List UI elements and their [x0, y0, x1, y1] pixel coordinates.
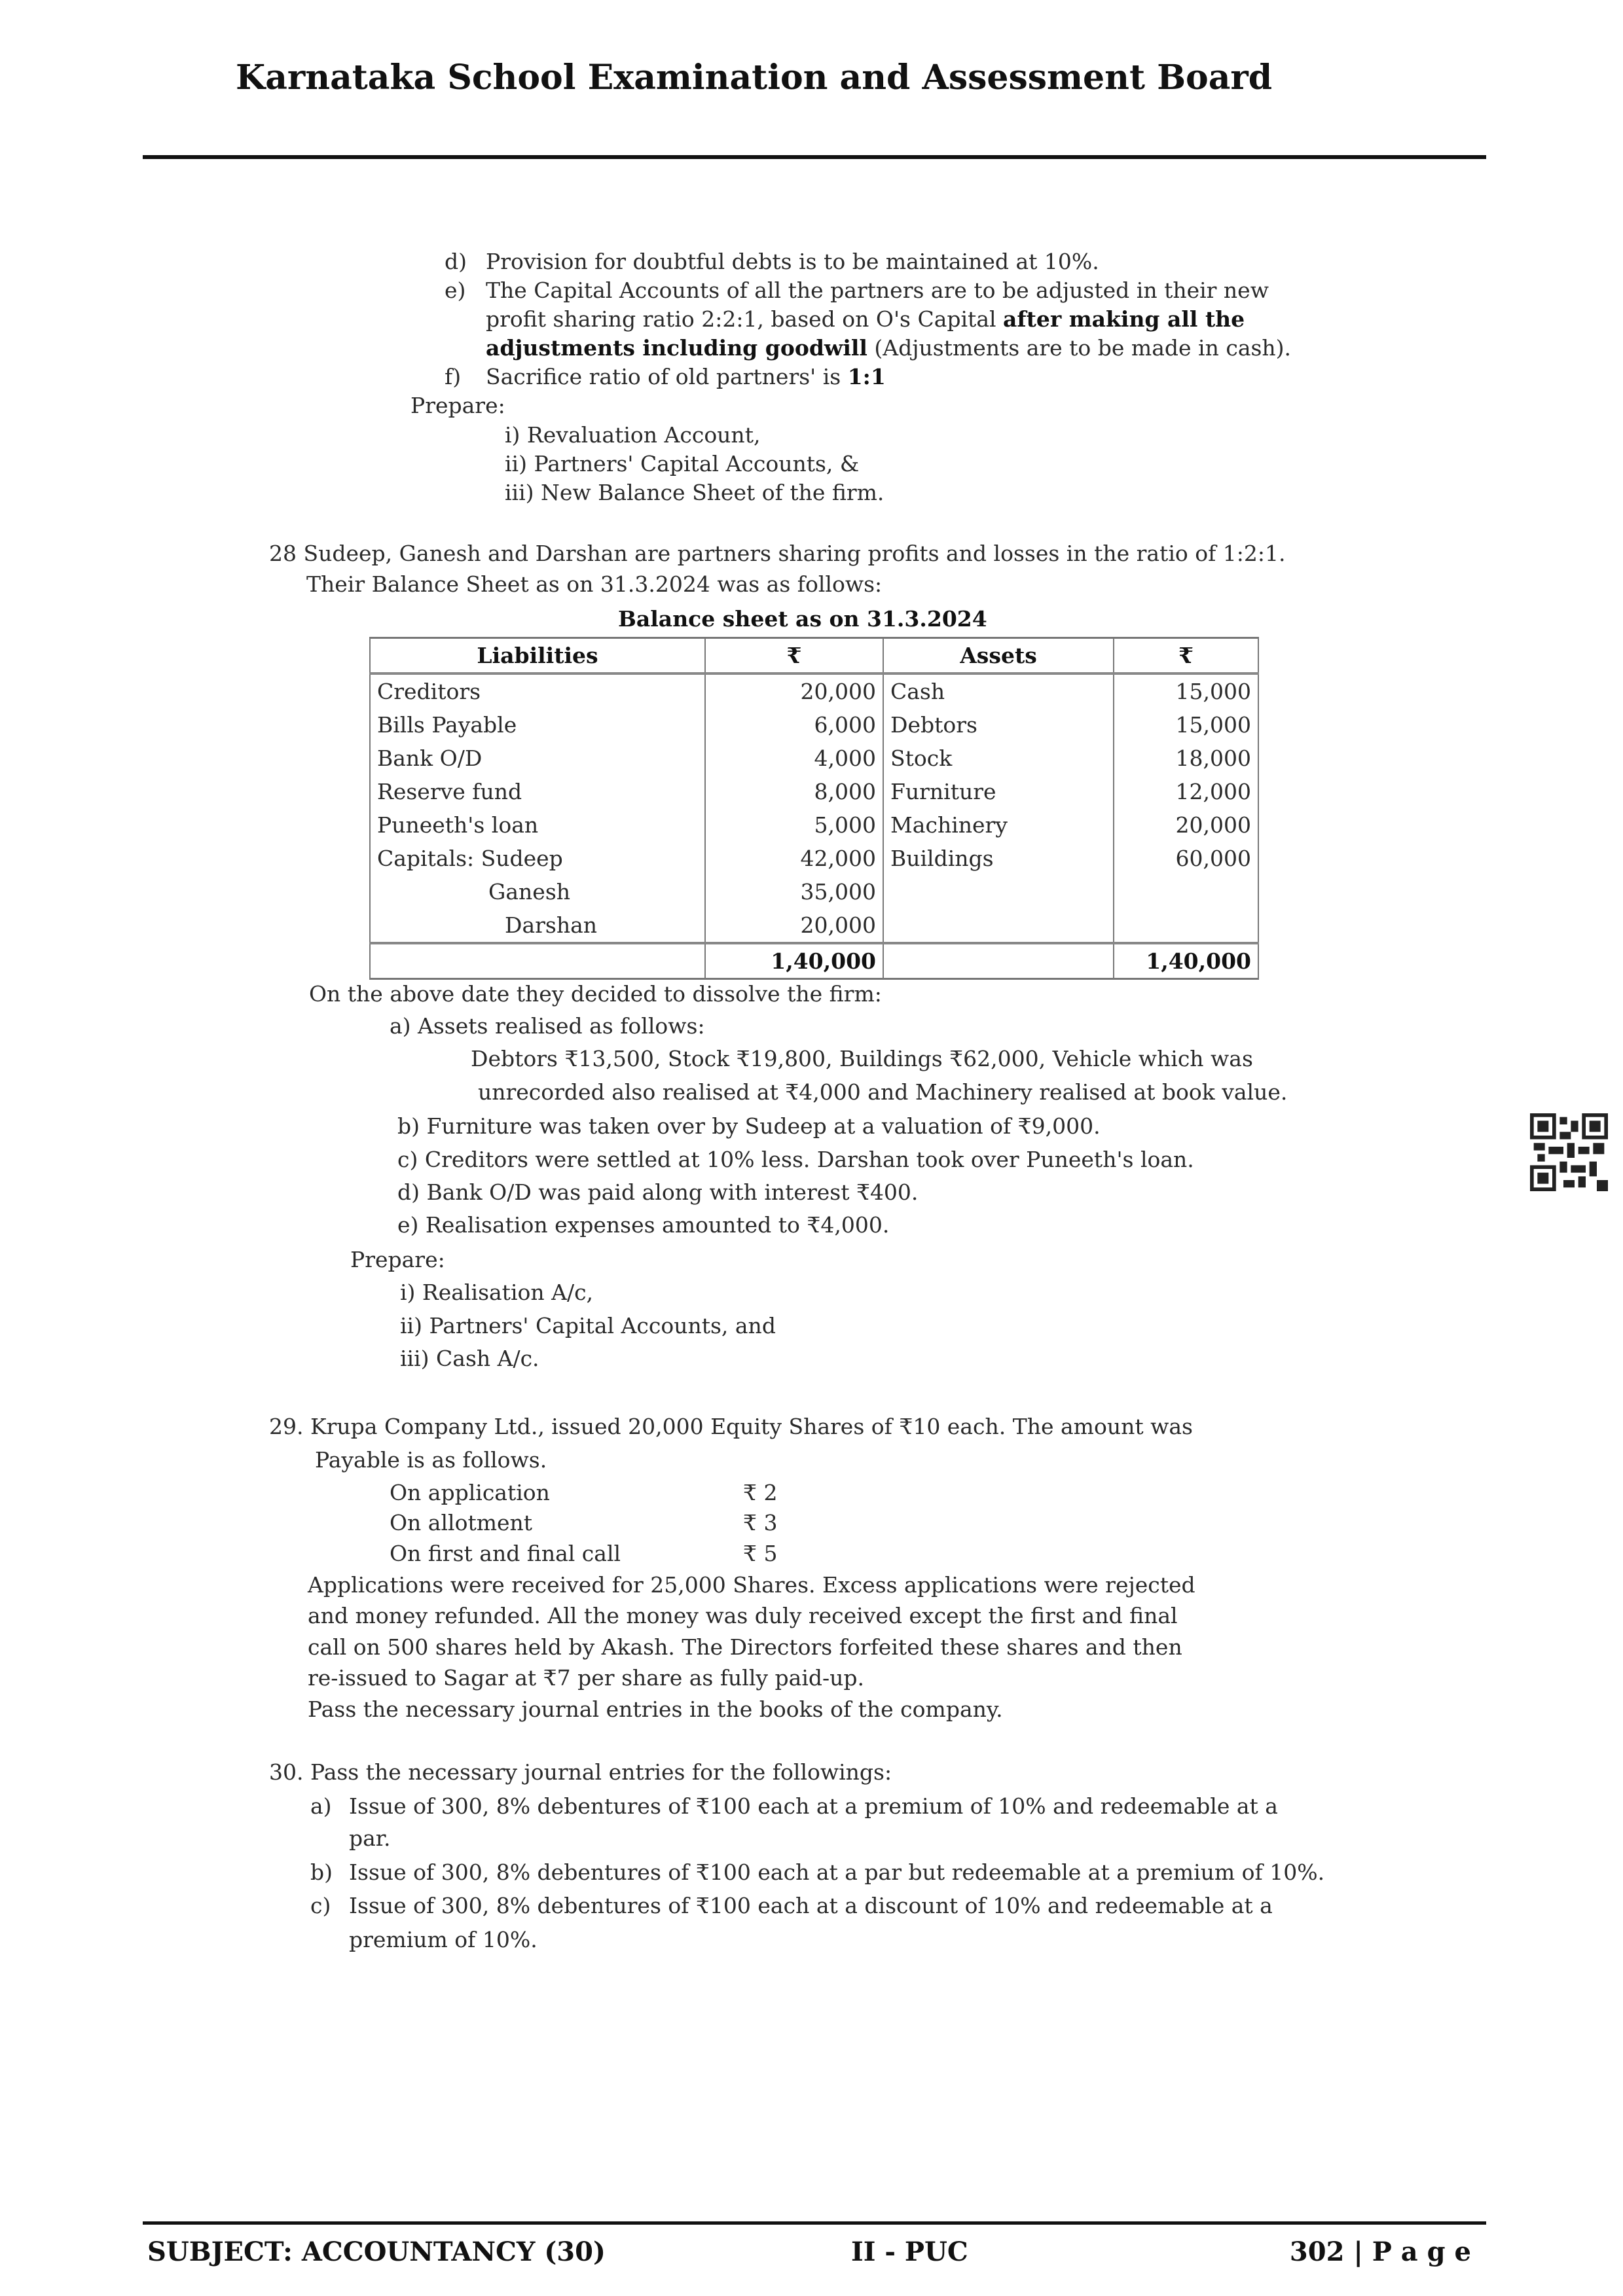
asset-amount: 18,000 [1114, 742, 1258, 775]
q27-d-text: Provision for doubtful debts is to be maintained at 10%. [486, 249, 1099, 274]
q27-item: iii) New Balance Sheet of the firm. [505, 480, 884, 505]
q28-a: a) Assets realised as follows: [390, 1013, 705, 1039]
asset-amount: 60,000 [1114, 842, 1258, 875]
table-row [370, 842, 1258, 875]
asset: Buildings [883, 842, 1114, 875]
footer-class: II - PUC [851, 2236, 968, 2267]
q27-prepare: Prepare: [410, 393, 505, 418]
footer-rule [143, 2221, 1486, 2225]
q29-line1: 29. Krupa Company Ltd., issued 20,000 Equity Shares of ₹10 each. The amount was [269, 1414, 1193, 1439]
table-row [370, 742, 1258, 775]
footer-page-number: 302 | P a g e [1289, 2236, 1471, 2267]
call-amount: ₹ 2 [743, 1480, 778, 1505]
call-amount: ₹ 5 [743, 1541, 778, 1566]
asset: Cash [883, 673, 1114, 708]
q30-c-label: c) [310, 1893, 331, 1918]
q27-e2-bold: after making all the [1003, 306, 1245, 332]
footer-subject: SUBJECT: ACCOUNTANCY (30) [147, 2236, 606, 2267]
asset-amount: 20,000 [1114, 808, 1258, 842]
liability-amount: 20,000 [705, 908, 883, 943]
liability-amount: 6,000 [705, 708, 883, 742]
liability: Puneeth's loan [370, 808, 705, 842]
table-row [370, 775, 1258, 808]
q29-para: Applications were received for 25,000 Shares. Excess applications were rejected [308, 1572, 1195, 1598]
liability-amount: 42,000 [705, 842, 883, 875]
q27-f-text: Sacrifice ratio of old partners' is [486, 364, 848, 389]
liability: Ganesh [370, 875, 705, 908]
q28-item: i) Realisation A/c, [400, 1280, 594, 1305]
table-row [370, 875, 1258, 908]
asset: Stock [883, 742, 1114, 775]
balance-sheet-title: Balance sheet as on 31.3.2024 [618, 606, 987, 632]
asset [883, 908, 1114, 943]
q27-d-label: d) [445, 249, 467, 274]
q28-item: ii) Partners' Capital Accounts, and [400, 1313, 776, 1338]
q30-a-label: a) [310, 1793, 332, 1819]
asset: Furniture [883, 775, 1114, 808]
q28-item: iii) Cash A/c. [400, 1346, 539, 1371]
asset-amount [1114, 875, 1258, 908]
liability: Capitals: Sudeep [370, 842, 705, 875]
balance-sheet-table [369, 637, 1259, 980]
table-row [370, 808, 1258, 842]
table-row [370, 673, 1258, 708]
table-total-row [370, 943, 1258, 979]
asset-amount [1114, 908, 1258, 943]
q28-dissolve: On the above date they decided to dissolve the firm: [309, 981, 882, 1007]
header-amount: ₹ [705, 638, 883, 674]
liability: Reserve fund [370, 775, 705, 808]
table-row [370, 908, 1258, 943]
q28-d: d) Bank O/D was paid along with interest ₹400. [397, 1179, 919, 1205]
header-rule [143, 155, 1486, 159]
q27-item: i) Revaluation Account, [505, 422, 761, 448]
q28-line1: 28 Sudeep, Ganesh and Darshan are partners sharing profits and losses in the ratio of 1:2:1. [269, 541, 1286, 566]
q28-a2: unrecorded also realised at ₹4,000 and Machinery realised at book value. [478, 1079, 1288, 1105]
q29-para: call on 500 shares held by Akash. The Directors forfeited these shares and then [308, 1634, 1182, 1660]
q27-e3-bold: adjustments including goodwill [486, 335, 867, 361]
q29-para: Pass the necessary journal entries in the books of the company. [308, 1696, 1003, 1722]
q27-e-line3 [486, 335, 1291, 361]
assets-total: 1,40,000 [1114, 943, 1258, 979]
q30-c-line2: premium of 10%. [349, 1927, 538, 1952]
q29-para: re-issued to Sagar at ₹7 per share as fully paid-up. [308, 1665, 865, 1691]
q30-b-label: b) [310, 1859, 333, 1885]
asset-amount: 12,000 [1114, 775, 1258, 808]
liability-amount: 35,000 [705, 875, 883, 908]
table-header-row [370, 638, 1258, 674]
asset: Machinery [883, 808, 1114, 842]
liability: Bills Payable [370, 708, 705, 742]
header-assets: Assets [883, 638, 1114, 674]
board-title: Karnataka School Examination and Assessment Board [236, 58, 1273, 98]
q28-line2: Their Balance Sheet as on 31.3.2024 was as follows: [306, 571, 883, 597]
q28-e: e) Realisation expenses amounted to ₹4,000. [397, 1212, 890, 1238]
asset-amount: 15,000 [1114, 708, 1258, 742]
qr-code-icon [1530, 1113, 1608, 1191]
header-amount: ₹ [1114, 638, 1258, 674]
q27-e3-text: (Adjustments are to be made in cash). [867, 335, 1292, 361]
q27-e-label: e) [445, 278, 466, 303]
q27-e2-text: profit sharing ratio 2:2:1, based on O's Capital [486, 306, 1004, 332]
call-label: On first and final call [390, 1541, 621, 1566]
asset-amount: 15,000 [1114, 673, 1258, 708]
liability-amount: 20,000 [705, 673, 883, 708]
q29-line2: Payable is as follows. [315, 1447, 547, 1473]
asset [883, 875, 1114, 908]
q27-item: ii) Partners' Capital Accounts, & [505, 451, 860, 476]
empty-cell [883, 943, 1114, 979]
q30-a-line1: Issue of 300, 8% debentures of ₹100 each at a premium of 10% and redeemable at a [349, 1793, 1278, 1819]
call-amount: ₹ 3 [743, 1510, 778, 1535]
q27-f-label: f) [445, 364, 462, 389]
liability-amount: 5,000 [705, 808, 883, 842]
empty-cell [370, 943, 705, 979]
q28-prepare: Prepare: [350, 1247, 445, 1272]
q27-e-line2 [486, 306, 1245, 332]
q27-f-bold: 1:1 [847, 364, 886, 389]
q30-c-line1: Issue of 300, 8% debentures of ₹100 each at a discount of 10% and redeemable at a [349, 1893, 1273, 1918]
header-liabilities: Liabilities [370, 638, 705, 674]
q30-a-line2: par. [349, 1825, 391, 1851]
call-label: On application [390, 1480, 550, 1505]
liability-amount: 4,000 [705, 742, 883, 775]
q27-f-line [486, 364, 886, 390]
q30-b-line1: Issue of 300, 8% debentures of ₹100 each at a par but redeemable at a premium of 10%. [349, 1859, 1325, 1885]
liability: Bank O/D [370, 742, 705, 775]
q28-b: b) Furniture was taken over by Sudeep at a valuation of ₹9,000. [397, 1113, 1101, 1139]
asset: Debtors [883, 708, 1114, 742]
q30-line1: 30. Pass the necessary journal entries for the followings: [269, 1759, 892, 1785]
q27-e-line1: The Capital Accounts of all the partners are to be adjusted in their new [486, 278, 1269, 303]
call-label: On allotment [390, 1510, 533, 1535]
liabilities-total: 1,40,000 [705, 943, 883, 979]
q28-c: c) Creditors were settled at 10% less. Darshan took over Puneeth's loan. [397, 1147, 1194, 1172]
table-row [370, 708, 1258, 742]
liability: Creditors [370, 673, 705, 708]
q28-a1: Debtors ₹13,500, Stock ₹19,800, Buildings ₹62,000, Vehicle which was [471, 1046, 1253, 1071]
q29-para: and money refunded. All the money was duly received except the first and final [308, 1603, 1178, 1628]
liability: Darshan [370, 908, 705, 943]
liability-amount: 8,000 [705, 775, 883, 808]
